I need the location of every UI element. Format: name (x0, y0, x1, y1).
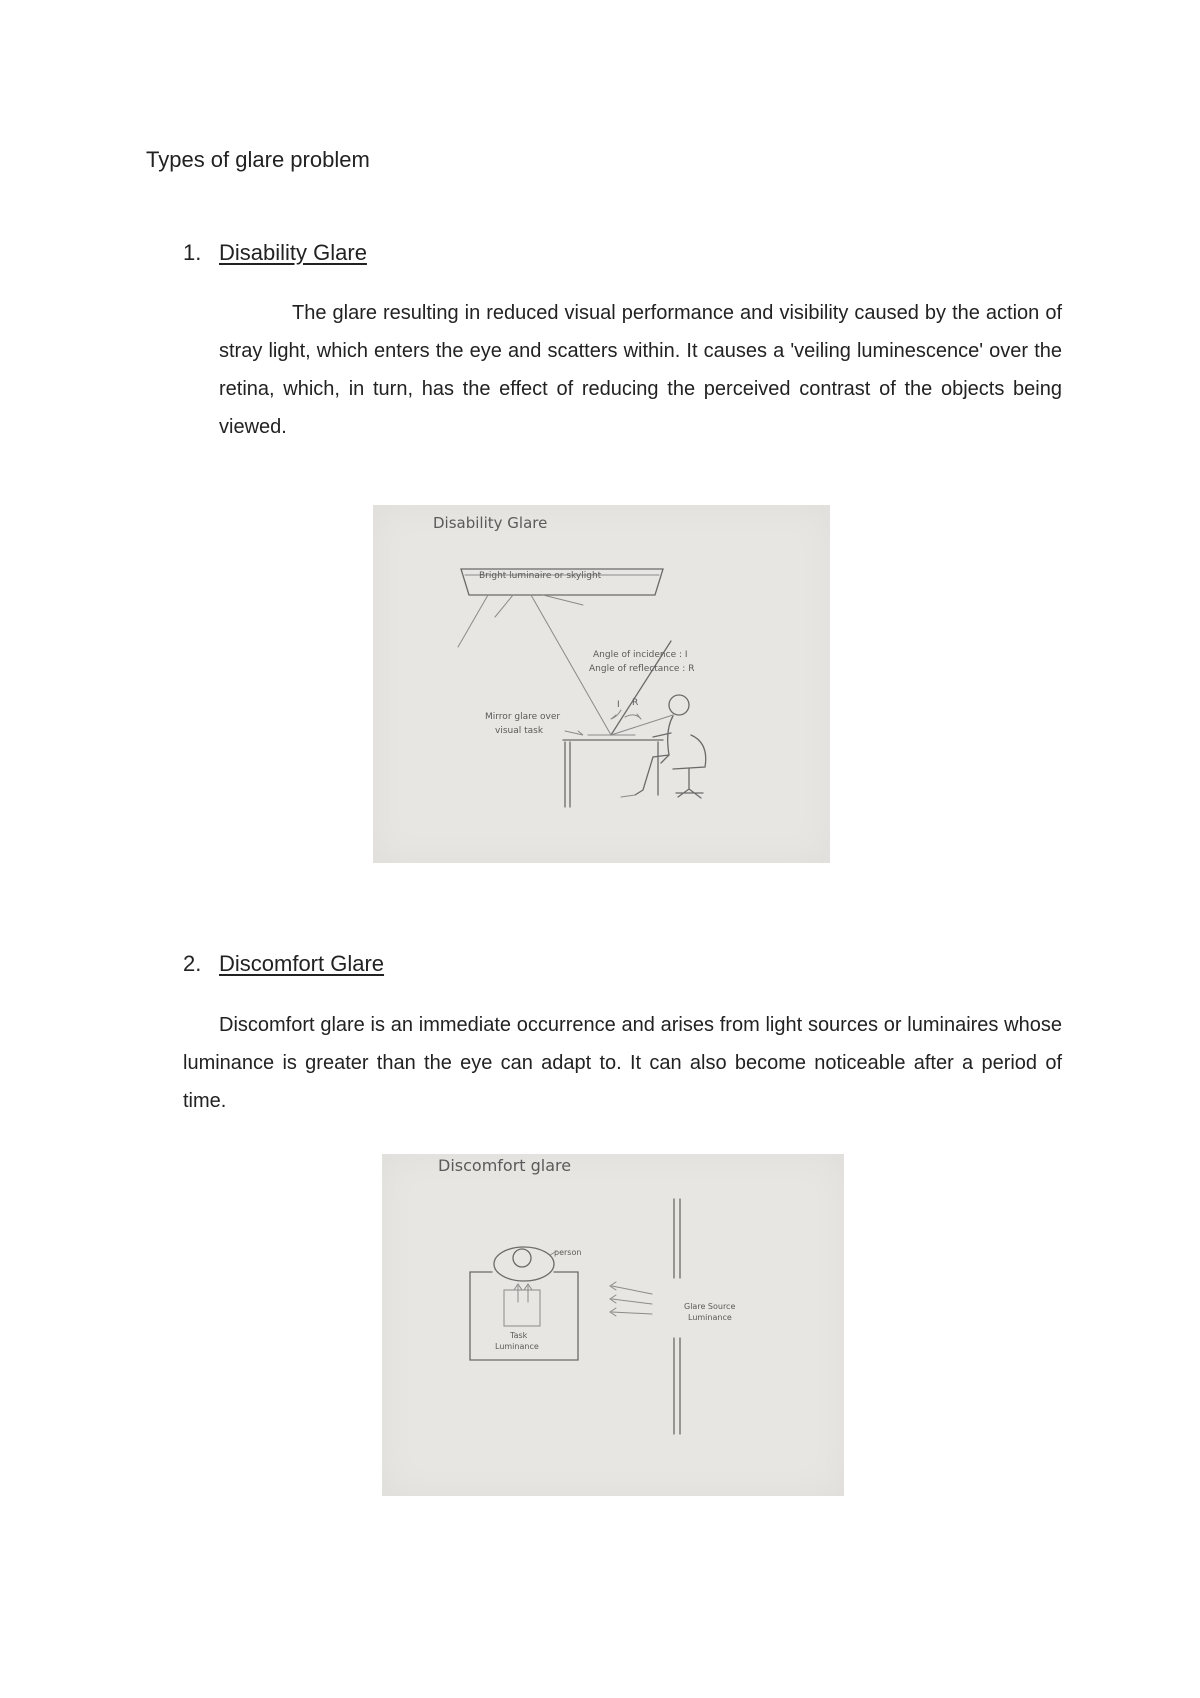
sketch-label-r: R (632, 698, 639, 708)
sketch-title: Discomfort glare (438, 1156, 572, 1175)
sketch-label-i: I (617, 700, 620, 710)
page-heading: Types of glare problem (146, 147, 370, 172)
disability-glare-drawing (373, 505, 830, 863)
section-number: 1. (183, 240, 202, 265)
section-title: Disability Glare (219, 240, 367, 265)
sketch-label-incidence: Angle of incidence : I (593, 650, 688, 660)
discomfort-glare-drawing (382, 1154, 844, 1496)
disability-glare-paragraph: The glare resulting in reduced visual performance and visibility caused by the action of stray light, which enters the eye and scatters within. It causes a 'veiling luminescence' over the retina, which, in turn, has the effect of reducing the perceived contrast of the objects being viewed. (219, 302, 1062, 438)
section-number: 2. (183, 951, 202, 976)
sketch-label-mirror-1: Mirror glare over (485, 712, 561, 722)
sketch-label-glare-1: Glare Source (684, 1302, 736, 1311)
sketch-label-task-1: Task (510, 1331, 528, 1340)
sketch-label-source: Bright luminaire or skylight (479, 571, 602, 581)
sketch-label-person: person (554, 1248, 582, 1257)
section-heading-discomfort-glare (183, 950, 384, 978)
discomfort-glare-paragraph: Discomfort glare is an immediate occurrence and arises from light sources or luminaires whose luminance is greater than the eye can adapt to. It can also become noticeable after a period of time. (183, 1014, 1062, 1112)
sketch-label-glare-2: Luminance (688, 1313, 732, 1322)
section-heading-disability-glare (183, 239, 367, 267)
sketch-label-reflectance: Angle of reflectance : R (589, 664, 695, 674)
discomfort-glare-sketch (382, 1154, 844, 1496)
disability-glare-sketch (373, 505, 830, 863)
section-title: Discomfort Glare (219, 951, 385, 976)
sketch-label-task-2: Luminance (495, 1342, 539, 1351)
sketch-label-mirror-2: visual task (495, 726, 544, 736)
sketch-title: Disability Glare (433, 514, 548, 532)
